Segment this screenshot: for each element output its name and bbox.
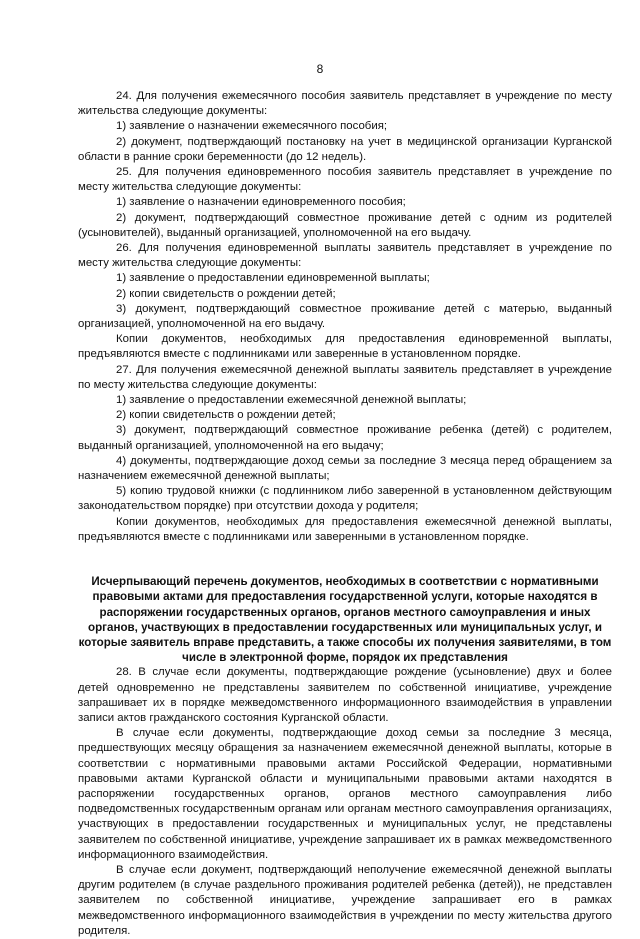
interagency-section bbox=[78, 665, 612, 939]
paragraph: 27. Для получения ежемесячной денежной выплаты заявитель представляет в учреждение по месту жительства следующие документы: bbox=[78, 363, 612, 391]
list-item: 2) документ, подтверждающий совместное проживание детей с одним из родителей (усыновителей), выданный организацией, уполномоченной на его выдачу. bbox=[78, 211, 612, 239]
paragraph: Копии документов, необходимых для предоставления ежемесячной денежной выплаты, предъявляются вместе с подлинниками или заверенными в установленном порядке. bbox=[78, 515, 612, 543]
document-body bbox=[78, 89, 612, 939]
list-item: 2) документ, подтверждающий постановку на учет в медицинской организации Курганской области в ранние сроки беременности (до 12 недель). bbox=[78, 135, 612, 163]
section-gap bbox=[78, 545, 612, 574]
list-item: 1) заявление о предоставлении единовременной выплаты; bbox=[116, 272, 430, 285]
section-heading: Исчерпывающий перечень документов, необходимых в соответствии с нормативными правовыми актами для предоставления государственной услуги, которые находятся в распоряжении государственных органов, органов местного самоуправления и иных органов, участвующих в предоставлении государственных или муниципальных услуг, и которые заявитель вправе представить, а также способы их получения заявителями, в том числе в электронной форме, порядок их представления bbox=[78, 575, 612, 665]
paragraph: В случае если документ, подтверждающий неполучение ежемесячной денежной выплаты другим родителем (в случае раздельного проживания родителей ребенка (детей)), не представлен заявителем по собственной инициативе, учреждение запрашивает его в рамках межведомственного информационного взаимодействия в учреждении по месту жительства другого родителя. bbox=[78, 863, 612, 937]
list-item: 3) документ, подтверждающий совместное проживание детей с матерью, выданный организацией, уполномоченной на его выдачу. bbox=[78, 302, 612, 331]
list-item: 4) документы, подтверждающие доход семьи за последние 3 месяца перед обращением за назначением ежемесячной денежной выплаты; bbox=[78, 454, 612, 483]
paragraph: В случае если документы, подтверждающие доход семьи за последние 3 месяца, предшествующих месяцу обращения за назначением ежемесячной денежной выплаты, которые в соответствии с нормативными правовыми актами Российской Федерации, нормативными правовыми актами Курганской области и муниципальными правовыми актами находятся в распоряжении государственных органов, органов местного самоуправления либо подведомственных государственным органам или органам местного самоуправления организациях, участвующих в предоставлении государственных и муниципальных услуг, не представлены заявителем по собственной инициативе, учреждение запрашивает их в рамках межведомственного информационного взаимодействия. bbox=[78, 727, 612, 861]
paragraph: 28. В случае если документы, подтверждающие рождение (усыновление) двух и более детей одновременно не представлены заявителем по собственной инициативе, учреждение запрашивает их в порядке межведомственного информационного взаимодействия в управлении записи актов гражданского состояния Курганской области. bbox=[78, 666, 612, 724]
list-item: 1) заявление о назначении единовременного пособия; bbox=[116, 196, 406, 209]
list-item: 2) копии свидетельств о рождении детей; bbox=[116, 287, 336, 300]
requirements-section bbox=[78, 89, 612, 545]
list-item: 1) заявление о предоставлении ежемесячной денежной выплаты; bbox=[116, 394, 467, 407]
page-number: 8 bbox=[316, 62, 324, 76]
list-item: 3) документ, подтверждающий совместное проживание ребенка (детей) с родителем, выданный организацией, уполномоченной на его выдачу; bbox=[78, 424, 612, 452]
list-item: 5) копию трудовой книжки (с подлинником либо заверенной в установленном действующим законодательством порядке) при отсутствии дохода у родителя; bbox=[78, 485, 612, 513]
paragraph: 24. Для получения ежемесячного пособия заявитель представляет в учреждение по месту жительства следующие документы: bbox=[78, 90, 612, 118]
paragraph: Копии документов, необходимых для предоставления единовременной выплаты, предъявляются вместе с подлинниками или заверенные в установленном порядке. bbox=[78, 333, 612, 361]
paragraph: 25. Для получения единовременного пособия заявитель представляет в учреждение по месту жительства следующие документы: bbox=[78, 166, 612, 194]
paragraph: 26. Для получения единовременной выплаты заявитель представляет в учреждение по месту жительства следующие документы: bbox=[78, 242, 612, 270]
list-item: 1) заявление о назначении ежемесячного пособия; bbox=[116, 120, 388, 133]
list-item: 2) копии свидетельств о рождении детей; bbox=[116, 409, 336, 422]
